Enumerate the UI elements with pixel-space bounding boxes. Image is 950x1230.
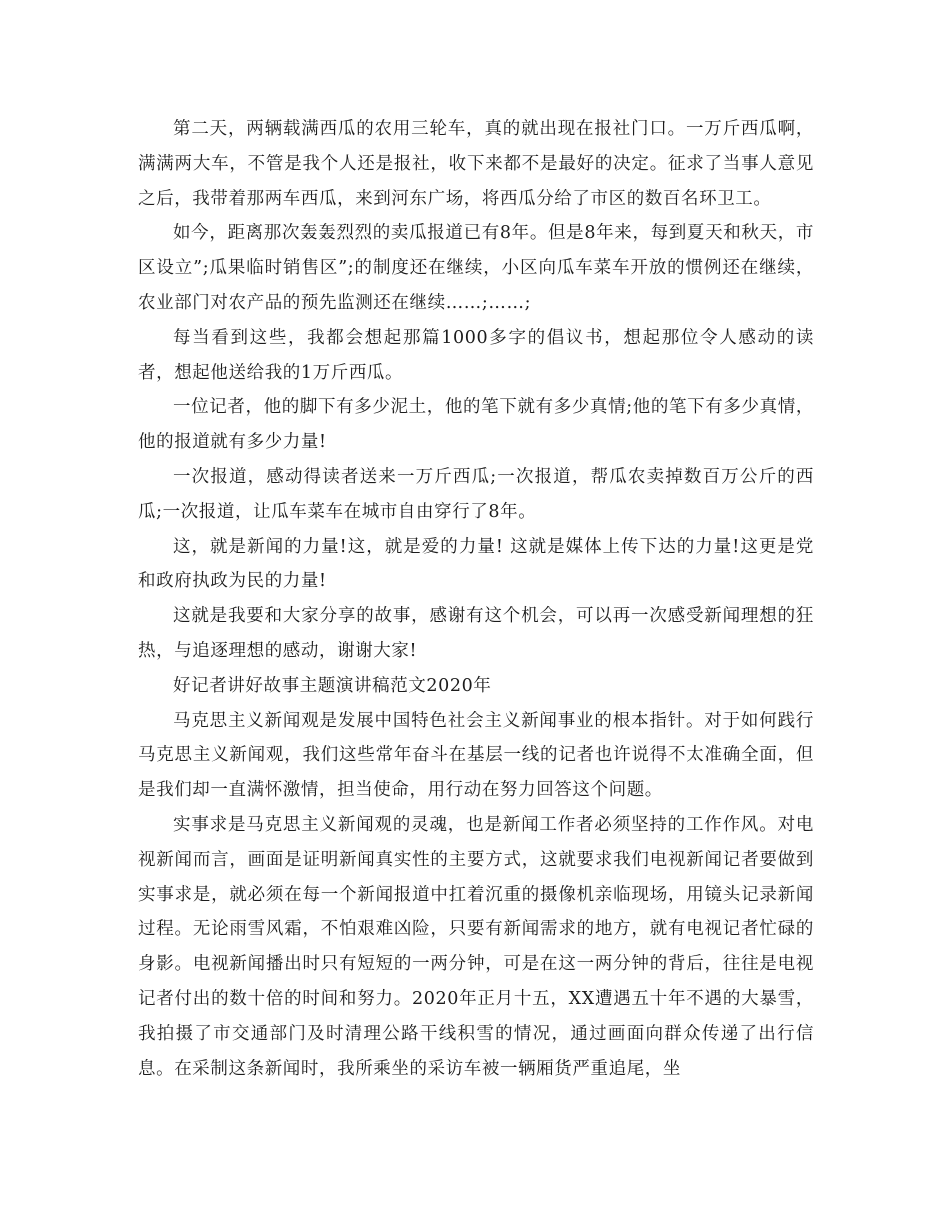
paragraph-power-of-news: 这，就是新闻的力量!这，就是爱的力量! 这就是媒体上传下达的力量!这更是党和政府执政为民的力量! — [138, 536, 814, 592]
paragraph-seek-truth: 实事求是马克思主义新闻观的灵魂，也是新闻工作者必须坚持的工作作风。对电视新闻而言，画面是证明新闻真实性的主要方式，这就要求我们电视新闻记者要做到实事求是，就必须在每一个新闻报道中扛着沉重的摄像机亲临现场，用镜头记录新闻过程。无论雨雪风霜，不怕艰难凶险，只要有新闻需求的地方，就有电视记者忙碌的身影。电视新闻播出时只有短短的一两分钟，可是在这一两分钟的背后，往往是电视记者付出的数十倍的时间和努力。2020年正月十五，XX遭遇五十年不遇的大暴雪，我拍摄了市交通部门及时清理公路干线积雪的情况，通过画面向群众传递了出行信息。在采制这条新闻时，我所乘坐的采访车被一辆厢货严重追尾，坐 — [138, 814, 814, 1079]
paragraph-eight-years-later: 如今，距离那次轰轰烈烈的卖瓜报道已有8年。但是8年来，每到夏天和秋天，市区设立”;瓜果临时销售区”;的制度还在继续，小区向瓜车菜车开放的惯例还在继续，农业部门对农产品的预先监测还在继续……;……; — [138, 223, 814, 313]
paragraph-one-report: 一次报道，感动得读者送来一万斤西瓜;一次报道，帮瓜农卖掉数百万公斤的西瓜;一次报道，让瓜车菜车在城市自由穿行了8年。 — [138, 466, 814, 522]
document-body — [138, 112, 814, 1086]
paragraph-watermelon-delivery: 第二天，两辆载满西瓜的农用三轮车，真的就出现在报社门口。一万斤西瓜啊，满满两大车，不管是我个人还是报社，收下来都不是最好的决定。征求了当事人意见之后，我带着那两车西瓜，来到河东广场，将西瓜分给了市区的数百名环卫工。 — [138, 119, 814, 209]
paragraph-thanks: 这就是我要和大家分享的故事，感谢有这个机会，可以再一次感受新闻理想的狂热，与追逐理想的感动，谢谢大家! — [138, 606, 814, 661]
paragraph-memories: 每当看到这些，我都会想起那篇1000多字的倡议书，想起那位令人感动的读者，想起他送给我的1万斤西瓜。 — [138, 327, 814, 383]
section-title: 好记者讲好故事主题演讲稿范文2020年 — [173, 675, 492, 696]
paragraph-marxist-view: 马克思主义新闻观是发展中国特色社会主义新闻事业的根本指针。对于如何践行马克思主义新闻观，我们这些常年奋斗在基层一线的记者也许说得不太准确全面，但是我们却一直满怀激情，担当使命，用行动在努力回答这个问题。 — [138, 710, 814, 801]
paragraph-reporter-soil: 一位记者，他的脚下有多少泥土，他的笔下就有多少真情;他的笔下有多少真情，他的报道就有多少力量! — [138, 397, 814, 453]
